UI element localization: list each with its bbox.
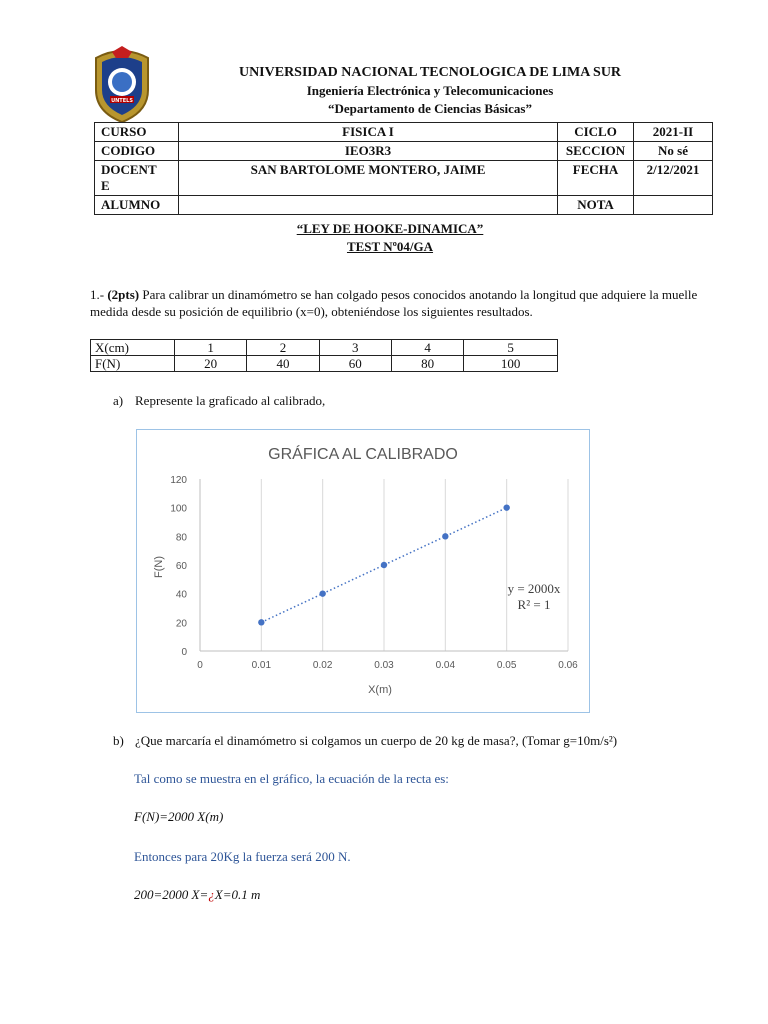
nota-label: NOTA	[558, 196, 634, 215]
question-text: Para calibrar un dinamómetro se han colgado pesos conocidos anotando la longitud que adquiere la muelle medida desde su posición de equilibrio (x=0), obteniéndose los siguientes resultados.	[90, 287, 698, 319]
y-tick-label: 100	[170, 503, 187, 515]
document-header	[180, 64, 680, 118]
alumno-value[interactable]	[178, 196, 557, 215]
y-tick-label: 0	[181, 647, 187, 658]
question-number: 1.-	[90, 287, 105, 302]
test-number: TEST Nº04/GA	[346, 239, 434, 254]
y-axis-label: F(N)	[153, 556, 165, 578]
ciclo-value: 2021-II	[634, 123, 713, 142]
x-tick-label: 0.05	[496, 660, 517, 671]
calibration-chart	[136, 429, 590, 713]
ciclo-label: CICLO	[558, 123, 634, 142]
answer-line-1: Tal como se muestra en el gráfico, la ecuación de la recta es:	[134, 771, 449, 786]
x-cell: 4	[391, 340, 463, 356]
x-cell: 3	[319, 340, 391, 356]
docente-value: SAN BARTOLOME MONTERO, JAIME	[178, 161, 557, 196]
x-tick-label: 0.01	[251, 660, 272, 671]
table-row	[95, 142, 713, 161]
data-point	[503, 504, 509, 510]
table-row	[95, 123, 713, 142]
item-b-marker: b)	[113, 733, 124, 748]
f-cell: 40	[247, 356, 319, 372]
answer-equation-2: 200=2000 X=¿X=0.1 m	[134, 887, 261, 902]
x-cell: 2	[247, 340, 319, 356]
codigo-label: CODIGO	[95, 142, 179, 161]
question-points: (2pts)	[107, 287, 140, 302]
curso-value: FISICA I	[178, 123, 557, 142]
f-cell: 100	[464, 356, 558, 372]
y-tick-label: 120	[170, 475, 187, 486]
x-tick-label: 0.03	[374, 660, 394, 671]
fecha-label: FECHA	[558, 161, 634, 196]
logo-text: UNTELS	[111, 98, 133, 104]
course-info-table	[94, 122, 713, 215]
f-cell: 60	[319, 356, 391, 372]
university-name: UNIVERSIDAD NACIONAL TECNOLOGICA DE LIMA SUR	[238, 65, 622, 80]
nota-value[interactable]	[634, 196, 713, 215]
x-tick-label: 0	[197, 660, 203, 671]
y-tick-label: 80	[175, 532, 187, 544]
item-a	[113, 393, 325, 409]
data-point	[319, 590, 325, 596]
y-tick-label: 20	[175, 618, 187, 630]
x-cell: 1	[175, 340, 247, 356]
table-row	[91, 340, 558, 356]
university-logo	[88, 46, 156, 124]
department-name: “Departamento de Ciencias Básicas”	[327, 101, 532, 116]
test-name: “LEY DE HOOKE-DINAMICA”	[296, 221, 484, 236]
table-row	[91, 356, 558, 372]
x-tick-label: 0.06	[558, 660, 578, 671]
table-row	[95, 196, 713, 215]
data-point	[381, 562, 387, 568]
y-tick-label: 60	[175, 561, 187, 572]
test-title	[180, 220, 600, 256]
chart-title: GRÁFICA AL CALIBRADO	[268, 446, 458, 463]
faculty-name: Ingeniería Electrónica y Telecomunicaciones	[306, 83, 554, 98]
y-tick-label: 40	[175, 589, 187, 601]
x-cell: 5	[464, 340, 558, 356]
data-point	[442, 533, 448, 539]
x-tick-label: 0.04	[435, 660, 456, 671]
answer-equation-1: F(N)=2000 X(m)	[134, 809, 224, 824]
table-row	[95, 161, 713, 196]
docente-label: DOCENT E	[95, 161, 179, 196]
trendline-equation: y = 2000x	[507, 581, 561, 596]
data-table	[90, 339, 558, 372]
alumno-label: ALUMNO	[95, 196, 179, 215]
r-squared-label: R² = 1	[517, 597, 551, 612]
f-row-label: F(N)	[91, 356, 175, 372]
x-row-label: X(cm)	[91, 340, 175, 356]
data-point	[258, 619, 264, 625]
f-cell: 80	[391, 356, 463, 372]
seccion-label: SECCION	[558, 142, 634, 161]
curso-label: CURSO	[95, 123, 179, 142]
item-b	[113, 733, 617, 749]
fecha-value: 2/12/2021	[634, 161, 713, 196]
question-1	[90, 286, 710, 320]
seccion-value: No sé	[634, 142, 713, 161]
codigo-value: IEO3R3	[178, 142, 557, 161]
f-cell: 20	[175, 356, 247, 372]
item-b-text: ¿Que marcaría el dinamómetro si colgamos un cuerpo de 20 kg de masa?, (Tomar g=10m/s²)	[135, 733, 618, 748]
item-a-marker: a)	[113, 393, 124, 408]
x-axis-label: X(m)	[368, 684, 392, 696]
answer-line-2: Entonces para 20Kg la fuerza será 200 N.	[134, 849, 351, 864]
item-a-text: Represente la graficado al calibrado,	[135, 393, 326, 408]
x-tick-label: 0.02	[312, 660, 333, 671]
